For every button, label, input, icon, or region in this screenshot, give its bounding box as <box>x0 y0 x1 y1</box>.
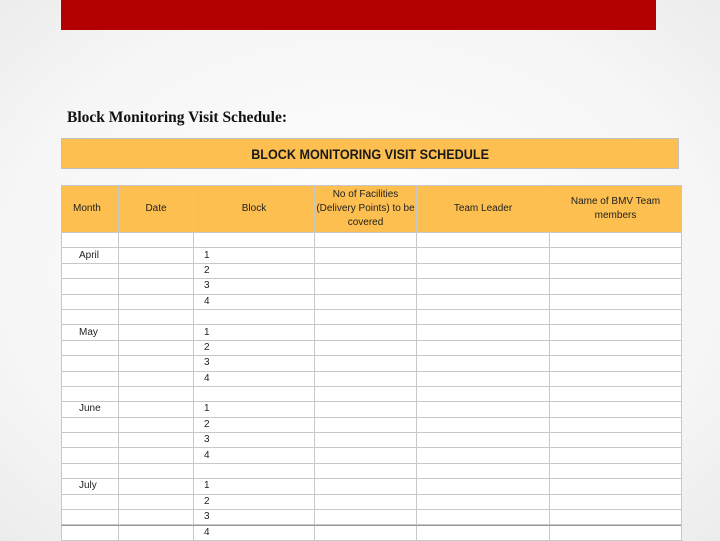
team-members-cell <box>550 263 682 278</box>
table-row <box>62 263 682 278</box>
date-cell <box>119 510 194 525</box>
date-cell <box>119 279 194 294</box>
team-leader-cell <box>417 417 550 432</box>
facilities-cell <box>315 356 417 371</box>
block-cell: 3 <box>194 279 315 294</box>
team-members-cell <box>550 356 682 371</box>
facilities-cell <box>315 448 417 463</box>
date-cell <box>119 340 194 355</box>
table-row <box>62 248 682 263</box>
month-cell-empty <box>62 340 119 355</box>
month-cell-empty <box>62 371 119 386</box>
slide-title: Block Monitoring Visit Schedule: <box>67 109 288 126</box>
team-members-cell <box>550 371 682 386</box>
date-cell <box>119 417 194 432</box>
block-cell: 1 <box>194 248 315 263</box>
facilities-cell <box>315 248 417 263</box>
table-bottom-edge <box>61 525 681 526</box>
facilities-cell <box>315 433 417 448</box>
table-row <box>62 325 682 340</box>
table-row <box>62 417 682 432</box>
table-header-row <box>62 186 682 233</box>
month-cell-empty <box>62 356 119 371</box>
team-leader-cell <box>417 402 550 417</box>
date-cell <box>119 433 194 448</box>
team-members-cell <box>550 248 682 263</box>
table-spacer-row <box>62 463 682 478</box>
table-row <box>62 479 682 494</box>
month-cell-empty <box>62 510 119 525</box>
month-cell-empty <box>62 279 119 294</box>
block-cell: 4 <box>194 371 315 386</box>
column-header-block: Block <box>194 186 315 233</box>
facilities-cell <box>315 402 417 417</box>
date-cell <box>119 479 194 494</box>
team-members-cell <box>550 402 682 417</box>
month-cell-empty <box>62 417 119 432</box>
column-header-date: Date <box>119 186 194 233</box>
table-row <box>62 294 682 309</box>
date-cell <box>119 494 194 509</box>
team-members-cell <box>550 294 682 309</box>
facilities-cell <box>315 510 417 525</box>
month-cell-empty <box>62 433 119 448</box>
team-leader-cell <box>417 279 550 294</box>
table-row <box>62 510 682 525</box>
facilities-cell <box>315 371 417 386</box>
table-row <box>62 525 682 540</box>
block-cell: 1 <box>194 325 315 340</box>
team-leader-cell <box>417 510 550 525</box>
table-row <box>62 356 682 371</box>
table-row <box>62 371 682 386</box>
date-cell <box>119 325 194 340</box>
block-cell: 2 <box>194 263 315 278</box>
team-leader-cell <box>417 494 550 509</box>
date-cell <box>119 448 194 463</box>
team-leader-cell <box>417 263 550 278</box>
facilities-cell <box>315 479 417 494</box>
block-cell: 2 <box>194 494 315 509</box>
block-cell: 1 <box>194 479 315 494</box>
table-row <box>62 494 682 509</box>
top-accent-bar <box>61 0 656 30</box>
block-cell: 4 <box>194 448 315 463</box>
team-members-cell <box>550 510 682 525</box>
table-body <box>62 233 682 541</box>
block-cell: 2 <box>194 417 315 432</box>
month-cell: June <box>62 402 119 417</box>
month-cell: April <box>62 248 119 263</box>
block-cell: 4 <box>194 525 315 540</box>
facilities-cell <box>315 263 417 278</box>
facilities-cell <box>315 340 417 355</box>
team-members-cell <box>550 325 682 340</box>
block-cell: 1 <box>194 402 315 417</box>
column-header-facilities: No of Facilities (Delivery Points) to be covered <box>315 186 417 233</box>
block-cell: 3 <box>194 510 315 525</box>
column-header-team-members: Name of BMV Team members <box>550 186 682 233</box>
table-row <box>62 448 682 463</box>
month-cell: July <box>62 479 119 494</box>
team-members-cell <box>550 417 682 432</box>
month-cell: May <box>62 325 119 340</box>
team-members-cell <box>550 525 682 540</box>
team-leader-cell <box>417 325 550 340</box>
facilities-cell <box>315 325 417 340</box>
team-members-cell <box>550 433 682 448</box>
team-leader-cell <box>417 479 550 494</box>
team-leader-cell <box>417 294 550 309</box>
date-cell <box>119 402 194 417</box>
facilities-cell <box>315 294 417 309</box>
table-spacer-row <box>62 386 682 401</box>
table-row <box>62 279 682 294</box>
date-cell <box>119 248 194 263</box>
date-cell <box>119 525 194 540</box>
facilities-cell <box>315 525 417 540</box>
facilities-cell <box>315 417 417 432</box>
date-cell <box>119 371 194 386</box>
table-spacer-row <box>62 233 682 248</box>
column-header-team-leader: Team Leader <box>417 186 550 233</box>
team-leader-cell <box>417 371 550 386</box>
table-row <box>62 340 682 355</box>
team-leader-cell <box>417 340 550 355</box>
team-leader-cell <box>417 448 550 463</box>
table-spacer-row <box>62 309 682 324</box>
date-cell <box>119 263 194 278</box>
month-cell-empty <box>62 263 119 278</box>
facilities-cell <box>315 494 417 509</box>
date-cell <box>119 356 194 371</box>
team-leader-cell <box>417 248 550 263</box>
month-cell-empty <box>62 494 119 509</box>
table-row <box>62 433 682 448</box>
month-cell-empty <box>62 525 119 540</box>
team-members-cell <box>550 279 682 294</box>
block-cell: 4 <box>194 294 315 309</box>
schedule-table <box>61 185 682 541</box>
schedule-banner-title: BLOCK MONITORING VISIT SCHEDULE <box>251 145 489 162</box>
team-leader-cell <box>417 356 550 371</box>
month-cell-empty <box>62 448 119 463</box>
team-members-cell <box>550 479 682 494</box>
block-cell: 3 <box>194 356 315 371</box>
table-row <box>62 402 682 417</box>
column-header-month: Month <box>62 186 119 233</box>
month-cell-empty <box>62 294 119 309</box>
date-cell <box>119 294 194 309</box>
team-members-cell <box>550 494 682 509</box>
schedule-banner <box>61 138 679 169</box>
team-leader-cell <box>417 433 550 448</box>
block-cell: 3 <box>194 433 315 448</box>
block-cell: 2 <box>194 340 315 355</box>
team-members-cell <box>550 340 682 355</box>
team-leader-cell <box>417 525 550 540</box>
team-members-cell <box>550 448 682 463</box>
facilities-cell <box>315 279 417 294</box>
